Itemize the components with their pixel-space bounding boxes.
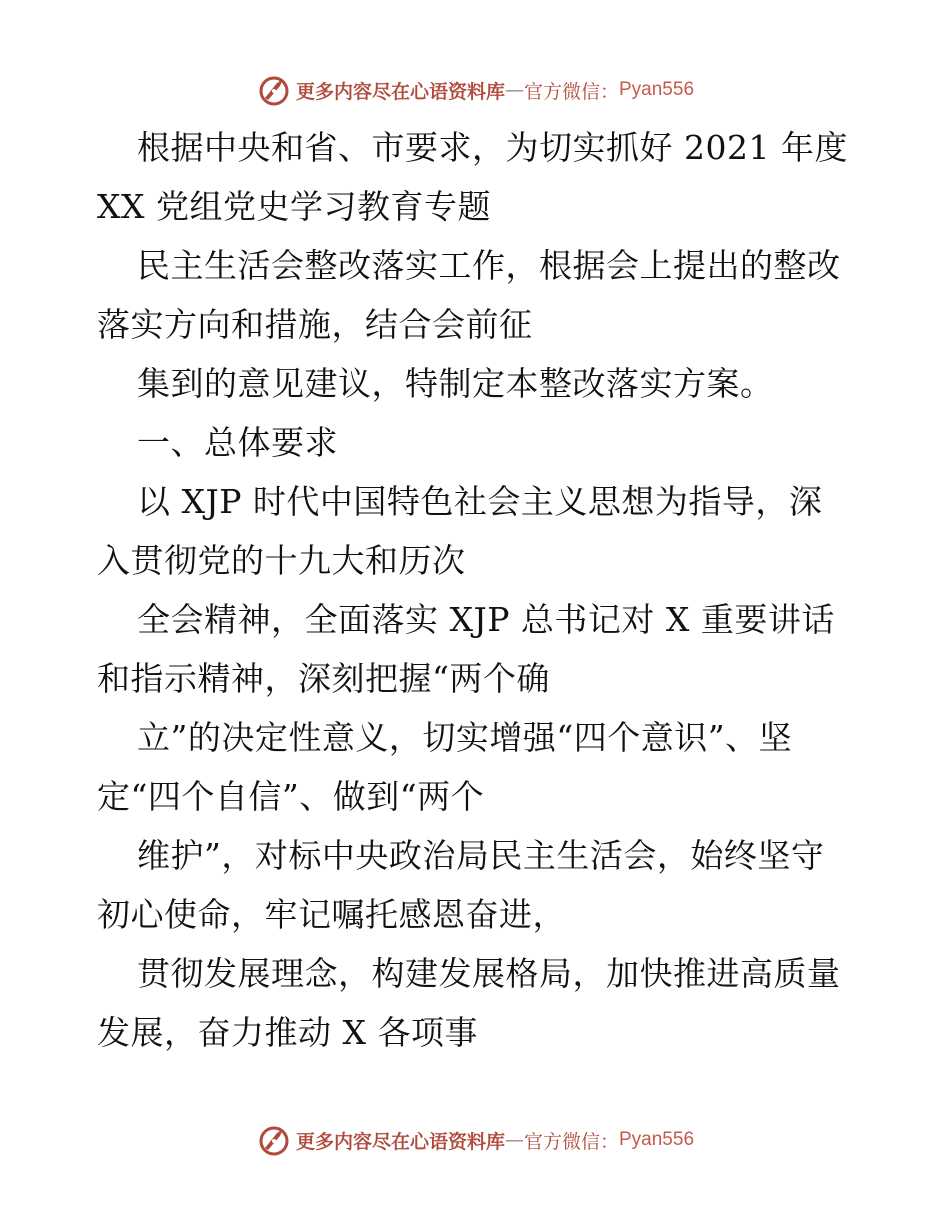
- paragraph: [97, 118, 857, 236]
- paragraph: [97, 236, 857, 354]
- text-line: 维护”，对标中央政治局民主生活会，始终坚守: [137, 836, 825, 875]
- banner-brand-text: 更多内容尽在心语资料库: [295, 1130, 505, 1153]
- banner-wechat-id: Pyan556: [619, 79, 695, 100]
- text-line: 根据中央和省、市要求，为切实抓好 2021 年度: [137, 128, 848, 167]
- text-line: 发展，奋力推动 X 各项事: [97, 1013, 478, 1052]
- text-line: 以 XJP 时代中国特色社会主义思想为指导，深: [137, 482, 823, 521]
- footer-banner: [0, 1120, 950, 1160]
- text-line: XX 党组党史学习教育专题: [97, 187, 491, 226]
- text-line: 和指示精神，深刻把握“两个确: [97, 659, 550, 698]
- header-banner: [0, 70, 950, 110]
- paragraph: [97, 472, 857, 590]
- text-line: 全会精神，全面落实 XJP 总书记对 X 重要讲话: [137, 600, 835, 639]
- text-line: 民主生活会整改落实工作，根据会上提出的整改: [137, 246, 841, 285]
- paragraph: [97, 590, 857, 708]
- banner-official-label: 官方微信：: [523, 80, 619, 103]
- text-line: 落实方向和措施，结合会前征: [97, 305, 533, 344]
- pen-nib-logo-icon: [256, 72, 292, 108]
- document-body: [97, 118, 857, 1062]
- text-line: 集到的意见建议，特制定本整改落实方案。: [137, 364, 774, 403]
- text-line: 入贯彻党的十九大和历次: [97, 541, 466, 580]
- banner-separator: —: [504, 1129, 524, 1151]
- text-line: 贯彻发展理念，构建发展格局，加快推进高质量: [137, 954, 841, 993]
- banner-official-label: 官方微信：: [523, 1130, 619, 1153]
- paragraph: [97, 944, 857, 1062]
- text-line: 定“四个自信”、做到“两个: [97, 777, 485, 816]
- text-line: 一、总体要求: [137, 423, 338, 462]
- banner-brand-text: 更多内容尽在心语资料库: [295, 80, 505, 103]
- paragraph: [97, 708, 857, 826]
- text-line: 立”的决定性意义，切实增强“四个意识”、坚: [137, 718, 793, 757]
- paragraph: [97, 826, 857, 944]
- banner-wechat-id: Pyan556: [619, 1129, 695, 1150]
- paragraph: [97, 354, 857, 413]
- pen-nib-logo-icon: [256, 1122, 292, 1158]
- section-heading: [97, 413, 857, 472]
- text-line: 初心使命，牢记嘱托感恩奋进，: [97, 895, 566, 934]
- banner-separator: —: [504, 79, 524, 101]
